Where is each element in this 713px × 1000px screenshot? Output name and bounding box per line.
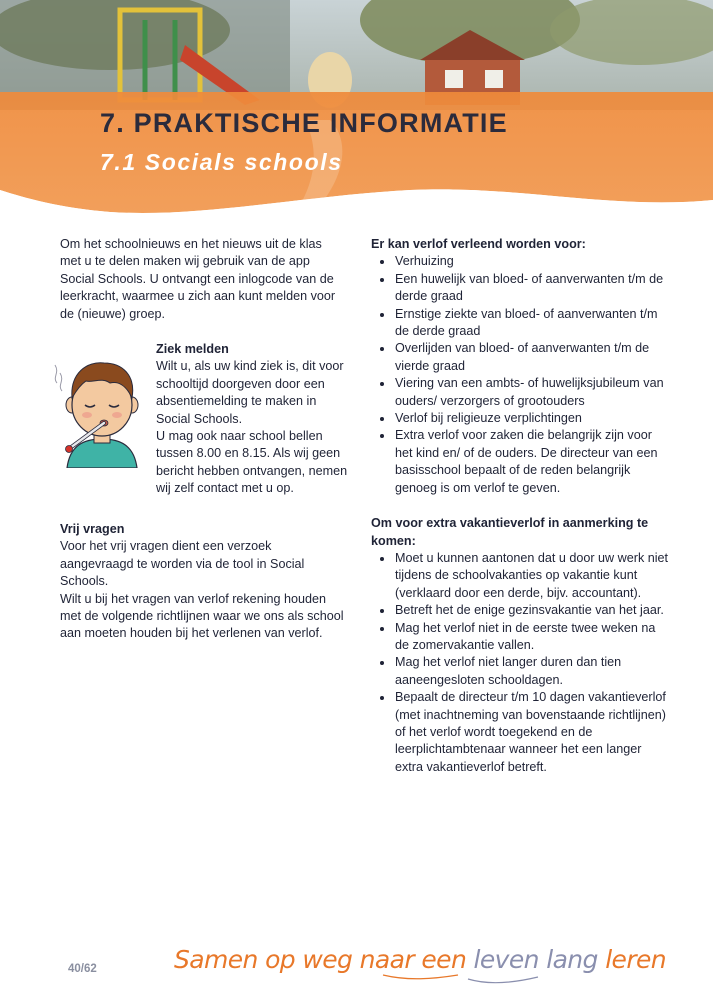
slogan-part-1: Samen op weg naar een [174, 945, 467, 974]
sick-child-illustration [52, 353, 152, 468]
list-item: Mag het verlof niet langer duren dan tien aaneengesloten schooldagen. [395, 654, 671, 689]
list-item: Verhuizing [395, 253, 671, 270]
right-column [371, 236, 671, 776]
left-column [60, 236, 348, 643]
slogan-part-2: leven lang [473, 945, 598, 974]
extra-vakantieverlof-heading: Om voor extra vakantieverlof in aanmerking te komen: [371, 516, 649, 548]
list-item: Extra verlof voor zaken die belangrijk zijn voor het kind en/ of de ouders. De directeur van een basisschool bepaalt of de reden belangrijk genoeg is om verlof te geven. [395, 427, 671, 497]
verlof-section [371, 236, 671, 497]
slogan-text [174, 945, 666, 974]
ziek-melden-paragraph-1: Wilt u, als uw kind ziek is, dit voor schooltijd doorgeven door een absentiemelding te maken in Social Schools. [156, 359, 344, 426]
extra-vakantieverlof-section [371, 515, 671, 776]
ziek-melden-text [156, 341, 348, 498]
list-item: Mag het verlof niet in de eerste twee weken na de zomervakantie vallen. [395, 620, 671, 655]
list-item: Betreft het de enige gezinsvakantie van het jaar. [395, 602, 671, 619]
slogan-part-3: leren [605, 945, 667, 974]
list-item: Overlijden van bloed- of aanverwanten t/m de vierde graad [395, 340, 671, 375]
page-title: 7. PRAKTISCHE INFORMATIE [100, 108, 508, 138]
ziek-melden-section [60, 341, 348, 501]
vrij-vragen-section [60, 521, 345, 643]
verlof-list [371, 253, 671, 497]
ziek-melden-paragraph-2: U mag ook naar school bellen tussen 8.00 en 8.15. Als wij geen bericht hebben ontvangen, nemen wij zelf contact met u op. [156, 429, 348, 496]
vrij-vragen-paragraph-1: Voor het vrij vragen dient een verzoek aangevraagd te worden via de tool in Social Schools. [60, 539, 305, 589]
list-item: Verlof bij religieuze verplichtingen [395, 410, 671, 427]
intro-paragraph: Om het schoolnieuws en het nieuws uit de klas met u te delen maken wij gebruik van de app Social Schools. U ontvangt een inlogcode van de leerkracht, waarmee u zich aan kunt melden voor de (nieuwe) groep. [60, 237, 336, 321]
section-subtitle: 7.1 Socials schools [100, 149, 343, 175]
list-item: Bepaalt de directeur t/m 10 dagen vakantieverlof (met inachtneming van bovenstaande richtlijnen) of het verlof wordt toegekend en de leerplichtambtenaar wanneer het een langer extra vakantieverlof betreft. [395, 689, 671, 776]
footer-slogan [168, 935, 667, 990]
vrij-vragen-heading: Vrij vragen [60, 522, 125, 537]
list-item: Moet u kunnen aantonen dat u door uw werk niet tijdens de schoolvakanties op vakantie kunt (verklaard door een derde, bijv. accountant). [395, 550, 671, 602]
list-item: Ernstige ziekte van bloed- of aanverwanten t/m de derde graad [395, 306, 671, 341]
list-item: Viering van een ambts- of huwelijksjubileum van ouders/ verzorgers of grootouders [395, 375, 671, 410]
ziek-melden-heading: Ziek melden [156, 342, 229, 357]
verlof-heading: Er kan verlof verleend worden voor: [371, 237, 586, 251]
list-item: Een huwelijk van bloed- of aanverwanten t/m de derde graad [395, 271, 671, 306]
extra-vakantieverlof-list [371, 550, 671, 776]
vrij-vragen-paragraph-2: Wilt u bij het vragen van verlof rekening houden met de volgende richtlijnen waar we ons als school aan moeten houden bij het verlenen van verlof. [60, 591, 344, 641]
page-number: 40/62 [68, 963, 97, 975]
page-header [0, 0, 713, 225]
